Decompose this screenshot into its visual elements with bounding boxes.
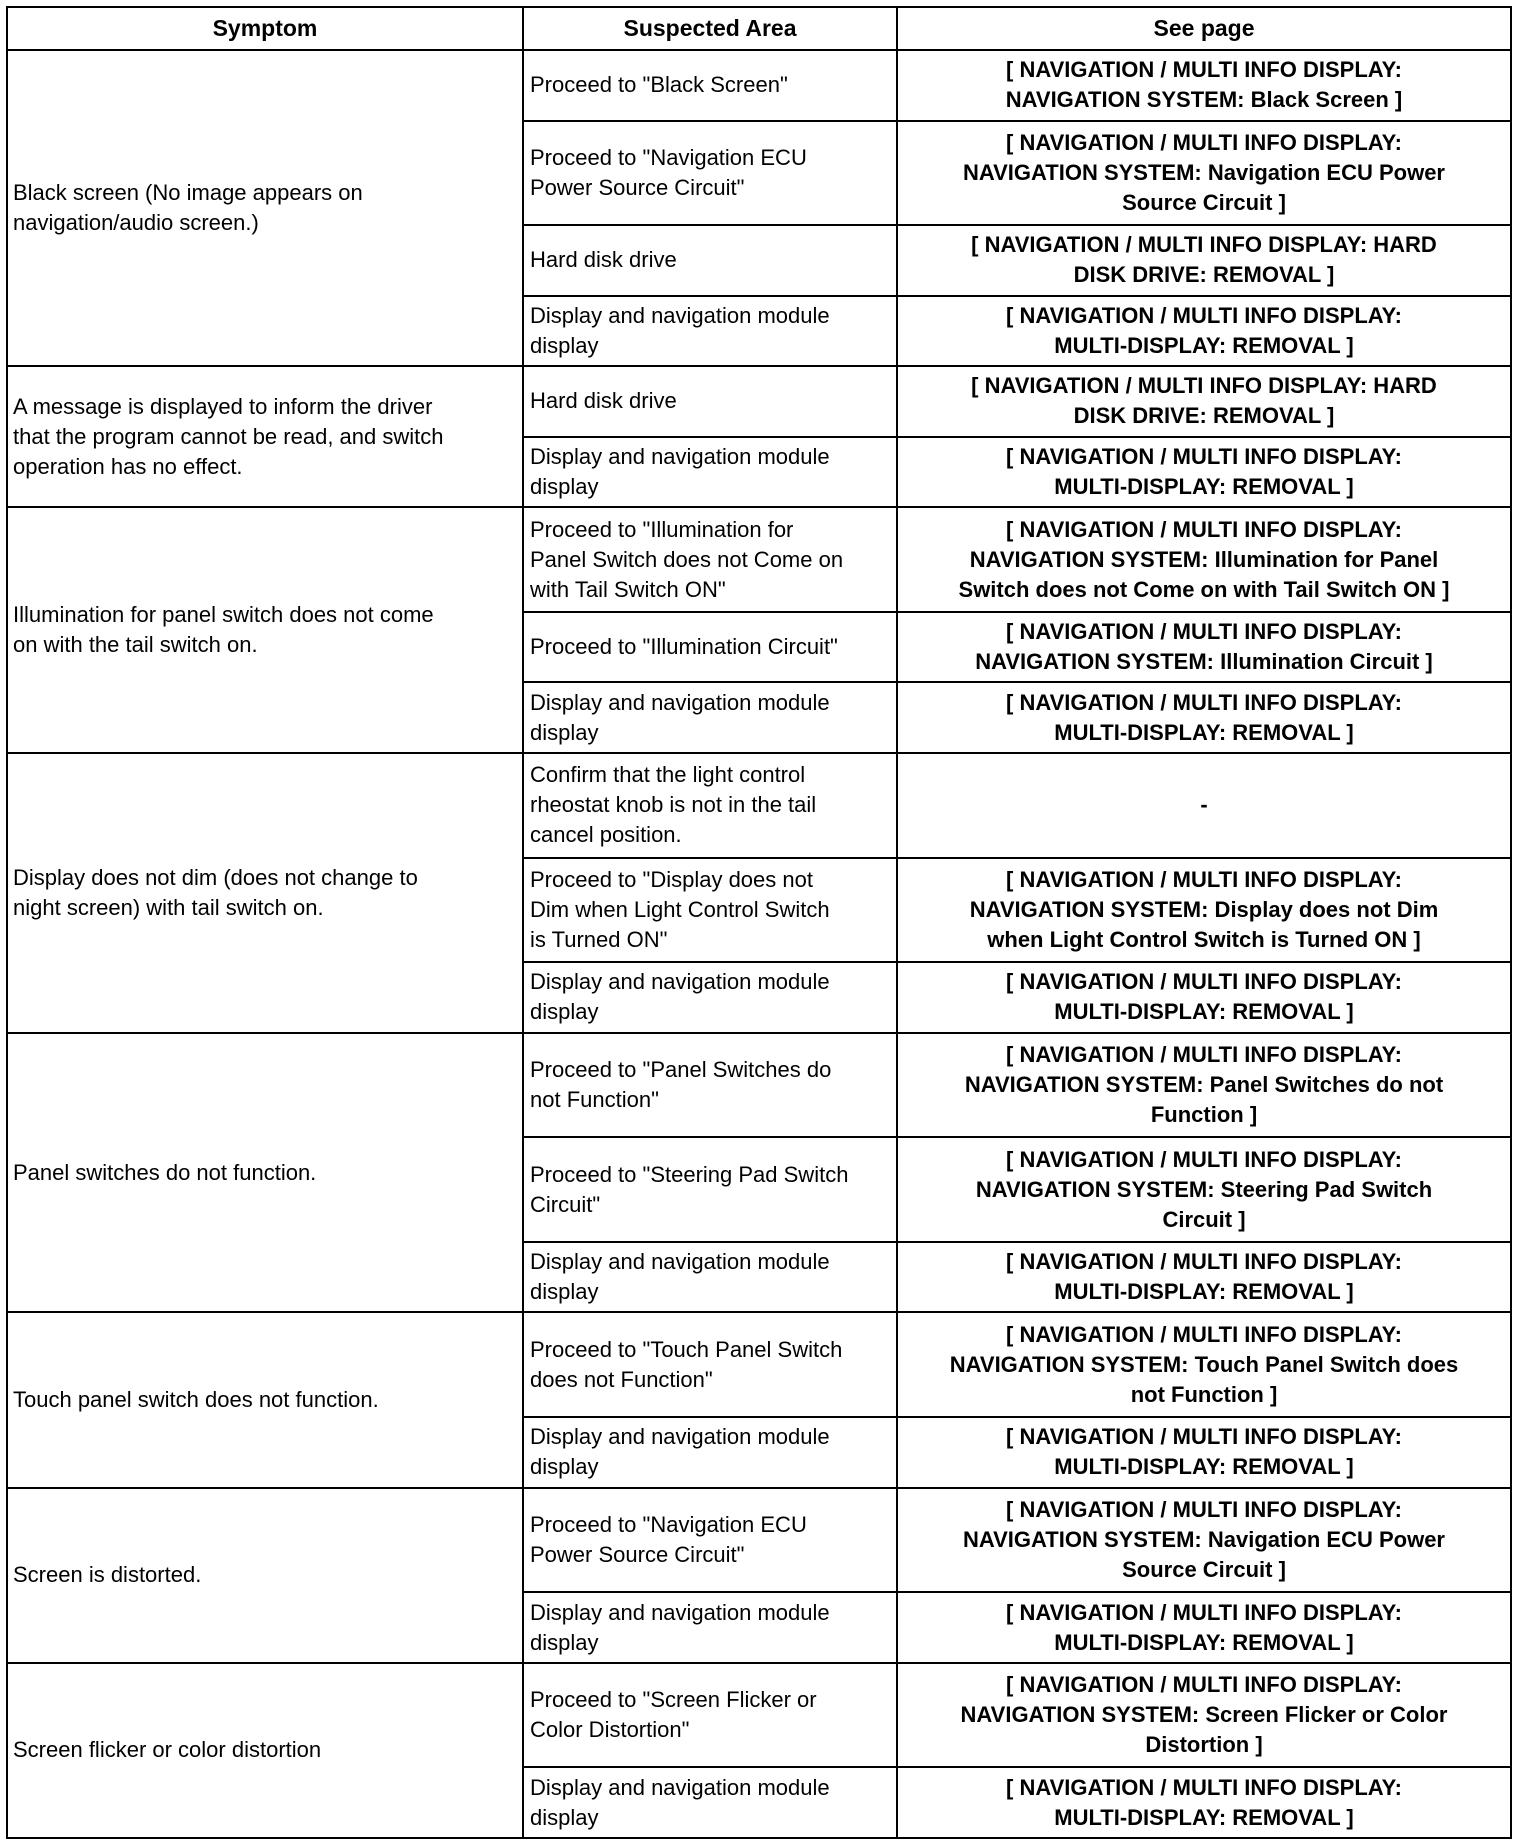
suspected-area-cell — [523, 1033, 897, 1138]
suspected-area-cell — [523, 437, 897, 508]
table-header — [7, 7, 1511, 50]
suspected-area-cell — [523, 507, 897, 612]
see-page-cell — [897, 1033, 1511, 1138]
suspected-area-cell — [523, 296, 897, 367]
symptom-cell — [7, 1488, 523, 1663]
suspected-area-text: Proceed to "Navigation ECU Power Source Circuit" — [530, 144, 807, 200]
header-see-page: See page — [897, 7, 1511, 50]
table-row — [7, 507, 1511, 612]
see-page-cell — [897, 1767, 1511, 1838]
symptom-text: Black screen (No image appears on navigation/audio screen.) — [13, 180, 363, 236]
symptom-cell — [7, 366, 523, 507]
see-page-link-text: [ NAVIGATION / MULTI INFO DISPLAY: MULTI-DISPLAY: REMOVAL ] — [1006, 1599, 1402, 1655]
suspected-area-cell — [523, 1592, 897, 1663]
see-page-link-text: [ NAVIGATION / MULTI INFO DISPLAY: NAVIGATION SYSTEM: Navigation ECU Power Source Circuit ] — [962, 129, 1445, 215]
see-page-link-text: [ NAVIGATION / MULTI INFO DISPLAY: MULTI-DISPLAY: REMOVAL ] — [1006, 1774, 1402, 1830]
suspected-area-text: Display and navigation module display — [530, 969, 830, 1025]
see-page-cell — [897, 507, 1511, 612]
see-page-link-text: - — [1200, 792, 1208, 818]
see-page-link-text: [ NAVIGATION / MULTI INFO DISPLAY: NAVIGATION SYSTEM: Illumination Circuit ] — [975, 619, 1433, 675]
see-page-cell — [897, 296, 1511, 367]
suspected-area-cell — [523, 121, 897, 226]
see-page-link-text: [ NAVIGATION / MULTI INFO DISPLAY: NAVIGATION SYSTEM: Panel Switches do not Function ] — [964, 1042, 1444, 1127]
suspected-area-text: Hard disk drive — [530, 247, 677, 273]
suspected-area-cell — [523, 1417, 897, 1488]
see-page-cell — [897, 1417, 1511, 1488]
see-page-cell — [897, 1137, 1511, 1242]
see-page-cell — [897, 437, 1511, 508]
suspected-area-cell — [523, 682, 897, 753]
see-page-cell — [897, 1242, 1511, 1313]
symptom-text: Illumination for panel switch does not come on with the tail switch on. — [13, 602, 434, 658]
see-page-link-text: [ NAVIGATION / MULTI INFO DISPLAY: MULTI-DISPLAY: REMOVAL ] — [1006, 689, 1402, 745]
suspected-area-cell — [523, 962, 897, 1033]
suspected-area-text: Proceed to "Touch Panel Switch does not Function" — [530, 1336, 843, 1392]
see-page-link-text: [ NAVIGATION / MULTI INFO DISPLAY: MULTI-DISPLAY: REMOVAL ] — [1006, 1249, 1402, 1305]
suspected-area-cell — [523, 225, 897, 296]
symptom-text: A message is displayed to inform the driver that the program cannot be read, and switch operation has no effect. — [13, 393, 444, 479]
table-row — [7, 366, 1511, 437]
see-page-link-text: [ NAVIGATION / MULTI INFO DISPLAY: HARD DISK DRIVE: REMOVAL ] — [971, 373, 1437, 429]
header-symptom: Symptom — [7, 7, 523, 50]
table-row — [7, 1488, 1511, 1593]
suspected-area-text: Proceed to "Steering Pad Switch Circuit" — [530, 1161, 849, 1217]
symptom-cell — [7, 753, 523, 1033]
see-page-link-text: [ NAVIGATION / MULTI INFO DISPLAY: NAVIGATION SYSTEM: Navigation ECU Power Source Circuit ] — [962, 1496, 1445, 1582]
suspected-area-text: Display and navigation module display — [530, 302, 830, 358]
table-row — [7, 1033, 1511, 1138]
see-page-link-text: [ NAVIGATION / MULTI INFO DISPLAY: NAVIGATION SYSTEM: Display does not Dim when Light Control Switch is Turned ON ] — [969, 866, 1439, 952]
table-row — [7, 50, 1511, 121]
see-page-link-text: [ NAVIGATION / MULTI INFO DISPLAY: NAVIGATION SYSTEM: Black Screen ] — [1005, 57, 1403, 113]
see-page-cell — [897, 682, 1511, 753]
see-page-link-text: [ NAVIGATION / MULTI INFO DISPLAY: NAVIGATION SYSTEM: Illumination for Panel Switch does not Come on with Tail Switch ON ] — [958, 516, 1450, 602]
table-row — [7, 753, 1511, 858]
see-page-cell — [897, 1488, 1511, 1593]
suspected-area-cell — [523, 366, 897, 437]
see-page-link-text: [ NAVIGATION / MULTI INFO DISPLAY: MULTI-DISPLAY: REMOVAL ] — [1006, 1424, 1402, 1480]
see-page-cell — [897, 858, 1511, 963]
symptom-text: Touch panel switch does not function. — [13, 1387, 379, 1413]
see-page-cell — [897, 753, 1511, 858]
suspected-area-text: Proceed to "Screen Flicker or Color Distortion" — [530, 1687, 817, 1743]
header-row — [7, 7, 1511, 50]
see-page-link-text: [ NAVIGATION / MULTI INFO DISPLAY: MULTI-DISPLAY: REMOVAL ] — [1006, 969, 1402, 1025]
suspected-area-text: Proceed to "Black Screen" — [530, 72, 788, 98]
see-page-cell — [897, 612, 1511, 683]
suspected-area-cell — [523, 1137, 897, 1242]
table-body — [7, 50, 1511, 1838]
see-page-link-text: [ NAVIGATION / MULTI INFO DISPLAY: NAVIGATION SYSTEM: Screen Flicker or Color Distortion ] — [960, 1672, 1448, 1758]
see-page-cell — [897, 962, 1511, 1033]
see-page-cell — [897, 121, 1511, 226]
symptom-text: Screen is distorted. — [13, 1562, 202, 1588]
suspected-area-text: Display and navigation module display — [530, 1424, 830, 1480]
suspected-area-text: Proceed to "Display does not Dim when Light Control Switch is Turned ON" — [530, 866, 830, 952]
see-page-link-text: [ NAVIGATION / MULTI INFO DISPLAY: MULTI-DISPLAY: REMOVAL ] — [1006, 443, 1402, 499]
see-page-cell — [897, 1592, 1511, 1663]
symptom-cell — [7, 1663, 523, 1838]
see-page-link-text: [ NAVIGATION / MULTI INFO DISPLAY: NAVIGATION SYSTEM: Steering Pad Switch Circuit ] — [975, 1146, 1433, 1232]
see-page-cell — [897, 1663, 1511, 1768]
suspected-area-text: Display and navigation module display — [530, 443, 830, 499]
suspected-area-cell — [523, 1312, 897, 1417]
suspected-area-text: Display and navigation module display — [530, 689, 830, 745]
see-page-cell — [897, 50, 1511, 121]
see-page-link-text: [ NAVIGATION / MULTI INFO DISPLAY: HARD DISK DRIVE: REMOVAL ] — [971, 232, 1437, 288]
suspected-area-text: Proceed to "Illumination Circuit" — [530, 634, 838, 660]
suspected-area-cell — [523, 753, 897, 858]
see-page-cell — [897, 366, 1511, 437]
symptom-cell — [7, 1033, 523, 1313]
suspected-area-text: Display and navigation module display — [530, 1249, 830, 1305]
symptom-text: Panel switches do not function. — [13, 1159, 317, 1185]
symptom-text: Display does not dim (does not change to night screen) with tail switch on. — [13, 864, 418, 920]
see-page-cell — [897, 225, 1511, 296]
suspected-area-text: Hard disk drive — [530, 388, 677, 414]
suspected-area-cell — [523, 858, 897, 963]
suspected-area-cell — [523, 1242, 897, 1313]
header-suspected-area: Suspected Area — [523, 7, 897, 50]
suspected-area-cell — [523, 1767, 897, 1838]
see-page-link-text: [ NAVIGATION / MULTI INFO DISPLAY: MULTI-DISPLAY: REMOVAL ] — [1006, 302, 1402, 358]
suspected-area-text: Proceed to "Illumination for Panel Switch does not Come on with Tail Switch ON" — [530, 516, 844, 602]
symptom-cell — [7, 507, 523, 753]
suspected-area-text: Display and navigation module display — [530, 1599, 830, 1655]
table-row — [7, 1312, 1511, 1417]
suspected-area-text: Proceed to "Navigation ECU Power Source Circuit" — [530, 1511, 807, 1567]
suspected-area-cell — [523, 1488, 897, 1593]
suspected-area-text: Proceed to "Panel Switches do not Function" — [530, 1057, 832, 1112]
suspected-area-text: Confirm that the light control rheostat knob is not in the tail cancel position. — [530, 762, 817, 848]
symptom-text: Screen flicker or color distortion — [13, 1737, 322, 1763]
suspected-area-cell — [523, 1663, 897, 1768]
see-page-cell — [897, 1312, 1511, 1417]
table-row — [7, 1663, 1511, 1768]
see-page-link-text: [ NAVIGATION / MULTI INFO DISPLAY: NAVIGATION SYSTEM: Touch Panel Switch does not Function ] — [949, 1321, 1459, 1407]
troubleshooting-table — [6, 6, 1512, 1839]
suspected-area-text: Display and navigation module display — [530, 1774, 830, 1830]
symptom-cell — [7, 50, 523, 366]
suspected-area-cell — [523, 50, 897, 121]
suspected-area-cell — [523, 612, 897, 683]
symptom-cell — [7, 1312, 523, 1487]
